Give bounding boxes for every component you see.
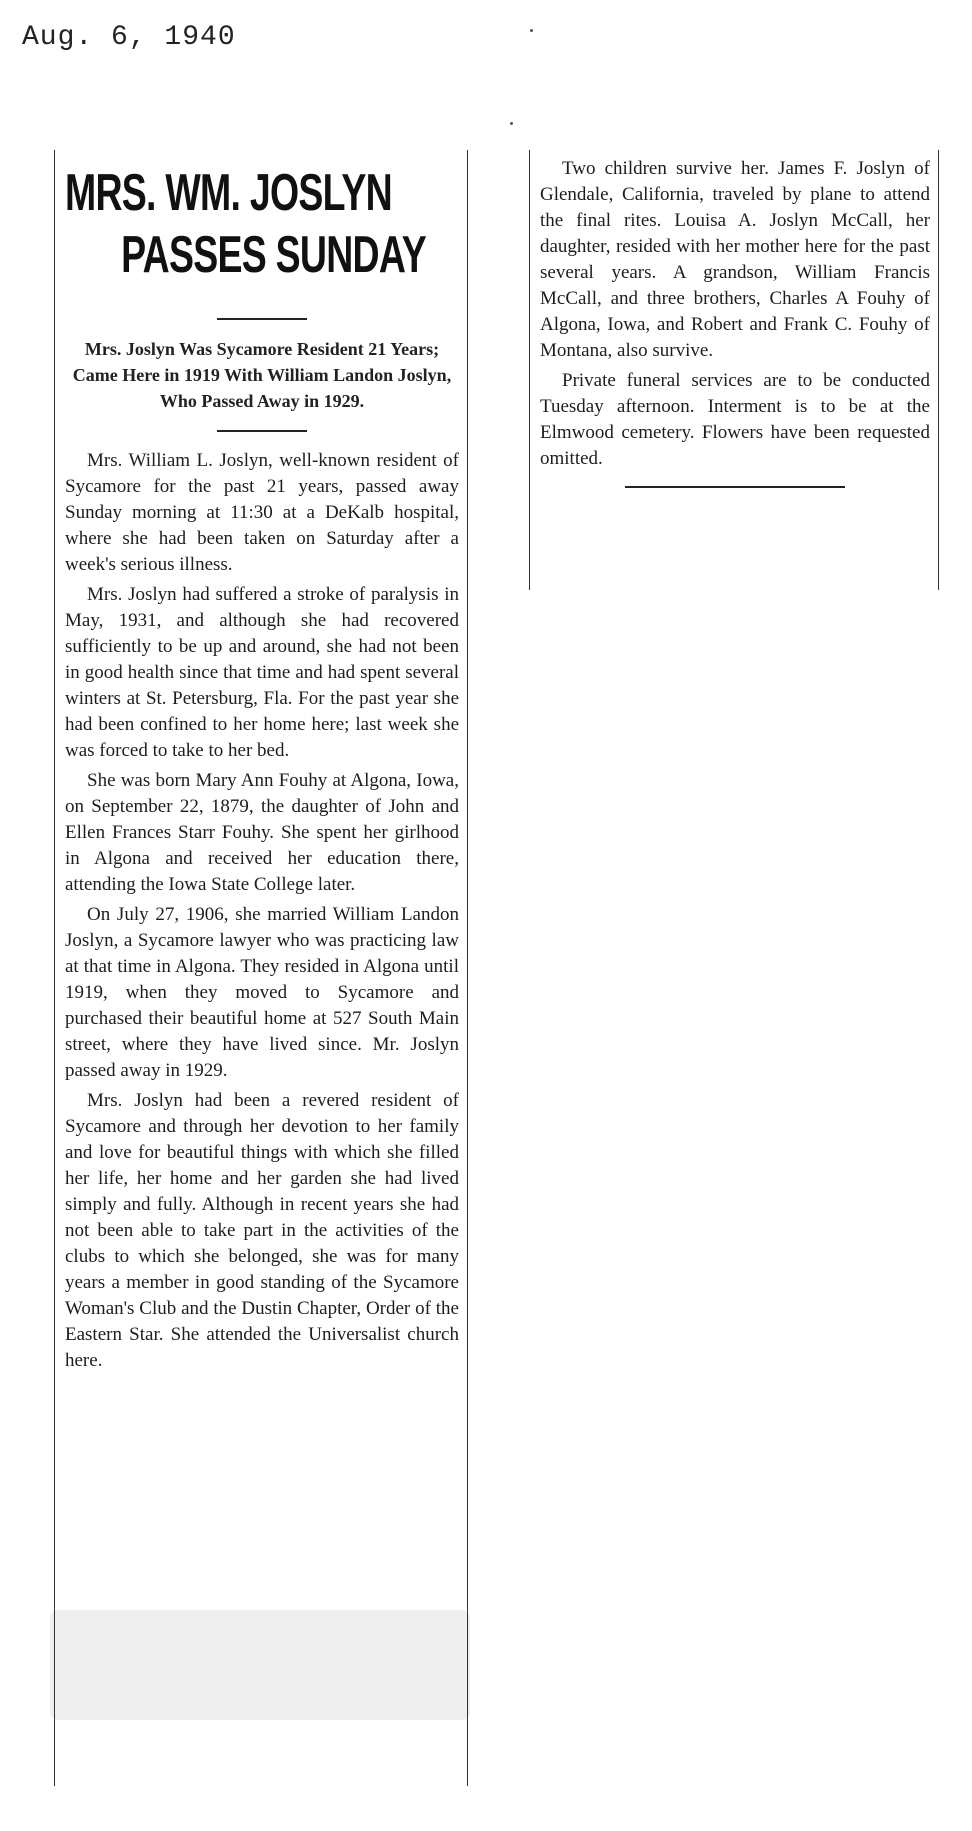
- paragraph: Mrs. Joslyn had suffered a stroke of paralysis in May, 1931, and although she had recovered sufficiently to be up and around, she had not been in good health since that time and had spent several winters at St. Petersburg, Fla. For the past year she had been confined to her home here; last week she was forced to take to her bed.: [65, 584, 459, 761]
- paragraph: Two children survive her. James F. Joslyn of Glendale, California, traveled by plane to attend the final rites. Louisa A. Joslyn McCall, her daughter, resided with her mother here for the past several years. A grandson, William Francis McCall, and three brothers, Charles A Fouhy of Algona, Iowa, and Robert and Frank C. Fouhy of Montana, also survive.: [540, 158, 930, 361]
- scan-speck: [530, 29, 533, 32]
- headline-block: [65, 162, 459, 302]
- date-stamp: Aug. 6, 1940: [22, 22, 236, 53]
- paragraph: Private funeral services are to be conducted Tuesday afternoon. Interment is to be at the Elmwood cemetery. Flowers have been requested omitted.: [540, 370, 930, 469]
- headline-line-2: PASSES SUNDAY: [121, 226, 426, 284]
- paragraph: On July 27, 1906, she married William Landon Joslyn, a Sycamore lawyer who was practicing law at that time in Algona. They resided in Algona until 1919, when they moved to Sycamore and purchased their beautiful home at 527 South Main street, where they have lived since. Mr. Joslyn passed away in 1929.: [65, 904, 459, 1081]
- headline: [65, 162, 426, 286]
- subheadline: Mrs. Joslyn Was Sycamore Resident 21 Years; Came Here in 1919 With William Landon Joslyn, Who Passed Away in 1929.: [72, 339, 452, 411]
- divider-rule: [217, 430, 307, 432]
- headline-line-1: MRS. WM. JOSLYN: [65, 164, 392, 222]
- paragraph: Mrs. Joslyn had been a revered resident of Sycamore and through her devotion to her family and love for beautiful things with which she filled her life, her home and her garden she had lived simply and fully. Although in recent years she had not been able to take part in the activities of the clubs to which she belonged, she was for many years a member in good standing of the Sycamore Woman's Club and the Dustin Chapter, Order of the Eastern Star. She attended the Universalist church here.: [65, 1090, 459, 1371]
- article-right-column: [529, 150, 939, 590]
- divider-rule: [217, 318, 307, 320]
- paragraph: She was born Mary Ann Fouhy at Algona, Iowa, on September 22, 1879, the daughter of John and Ellen Frances Starr Fouhy. She spent her girlhood in Algona and received her education there, attending the Iowa State College later.: [65, 770, 459, 895]
- article-left-column: [54, 150, 468, 1786]
- paragraph: Mrs. William L. Joslyn, well-known resident of Sycamore for the past 21 years, passed away Sunday morning at 11:30 at a DeKalb hospital, where she had been taken on Saturday after a week's serious illness.: [65, 450, 459, 575]
- scan-speck: [510, 122, 513, 125]
- end-rule: [625, 486, 845, 488]
